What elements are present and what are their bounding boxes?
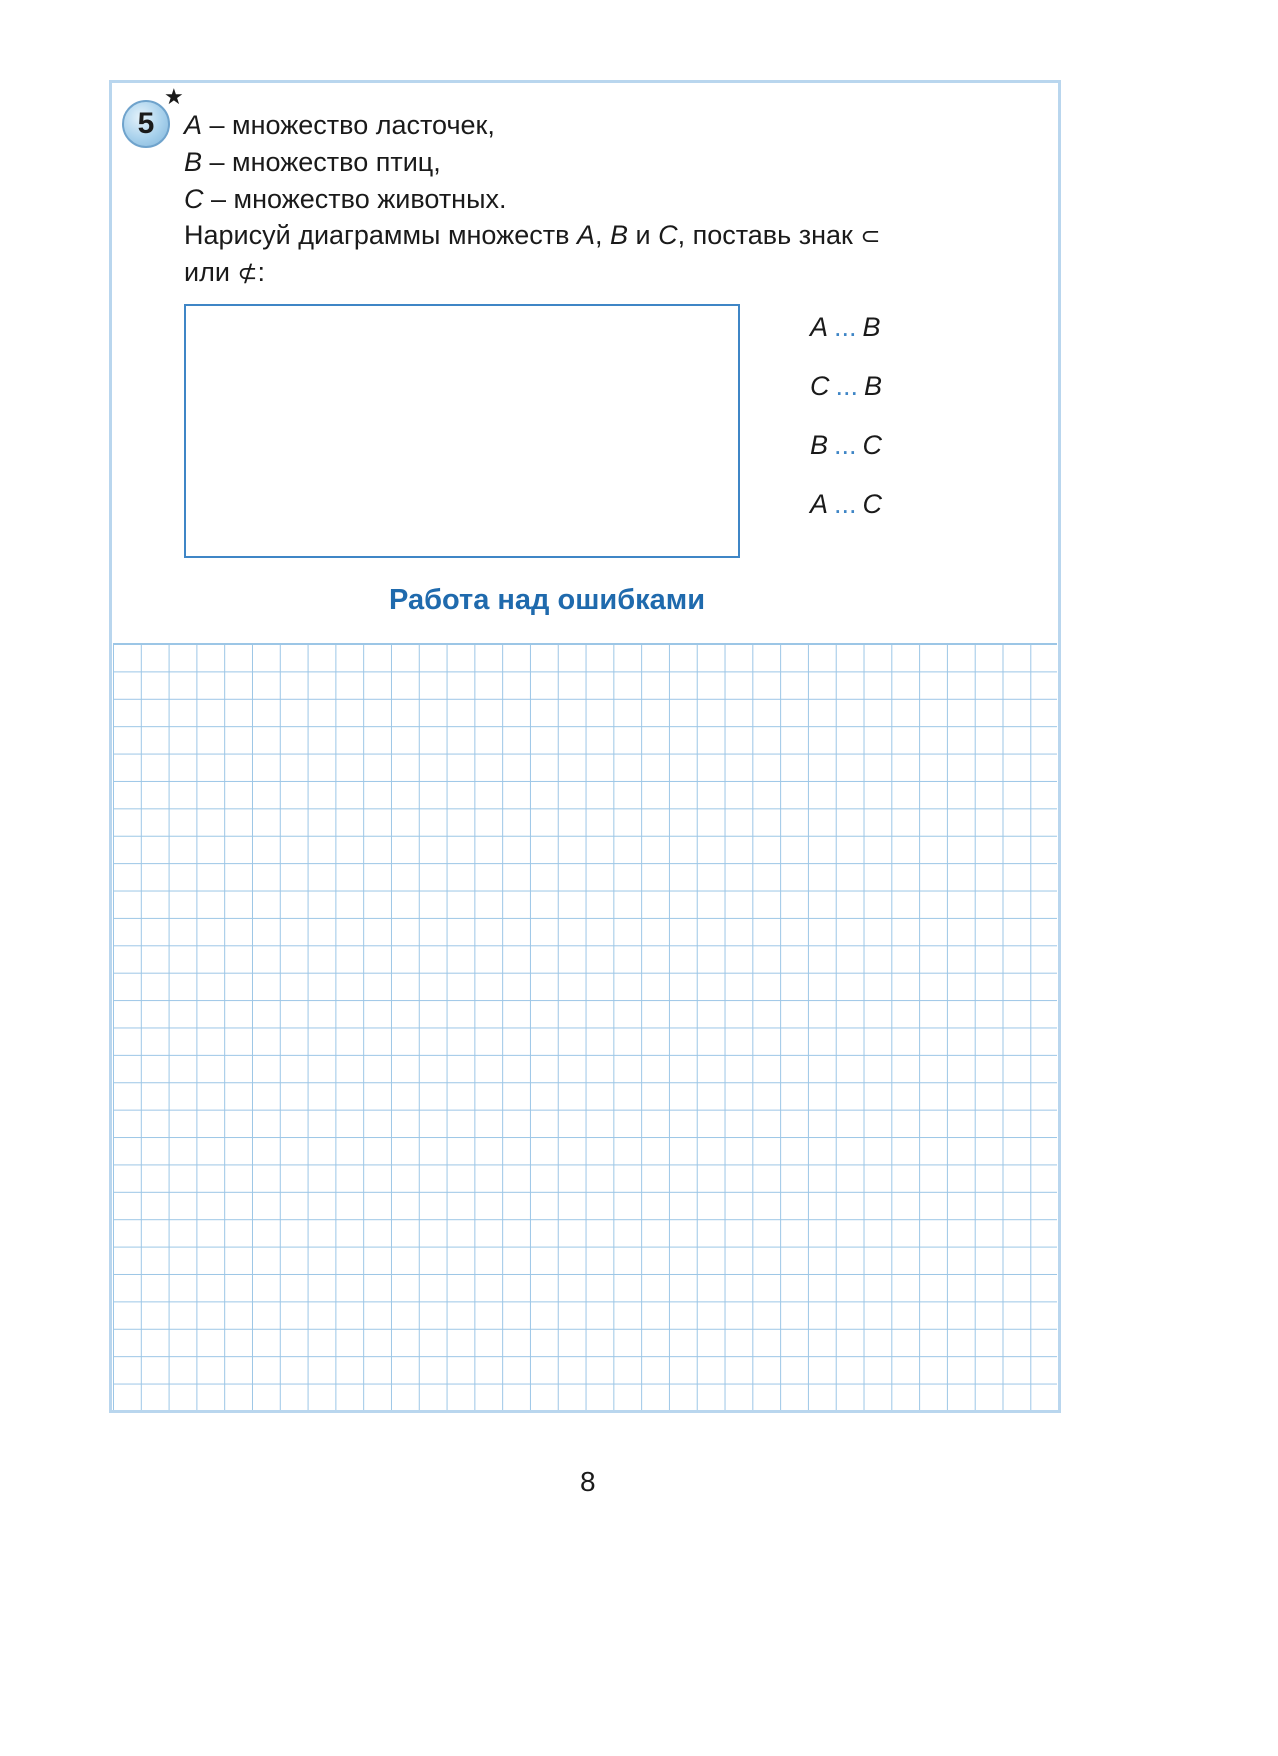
var-b: B <box>184 147 203 177</box>
relation-left: B <box>810 430 829 460</box>
errors-section-title: Работа над ошибками <box>389 584 706 616</box>
relation-row <box>810 312 881 343</box>
star-icon: ★ <box>164 84 184 109</box>
instruction-text-2: , поставь знак <box>677 220 861 250</box>
instruction-and: и <box>627 220 659 250</box>
relation-left: C <box>810 371 830 401</box>
relation-blank[interactable]: ... <box>834 489 857 519</box>
instruction-colon: : <box>257 257 266 287</box>
relation-left: A <box>810 489 829 519</box>
task-number: 5 <box>137 107 155 140</box>
task-number-badge <box>122 100 170 148</box>
instruction-or: или <box>184 257 238 287</box>
diagram-drawing-area[interactable] <box>184 304 740 558</box>
relation-row <box>810 430 882 461</box>
subset-sign: ⊂ <box>860 222 881 250</box>
var-c: C <box>184 184 204 214</box>
definition-a <box>184 112 495 139</box>
relation-right: B <box>862 312 881 342</box>
squared-writing-grid[interactable] <box>113 643 1057 1410</box>
relation-row <box>810 371 882 402</box>
relation-blank[interactable]: ... <box>834 430 857 460</box>
relation-right: C <box>862 430 883 460</box>
definition-a-text: – множество ласточек, <box>202 110 495 140</box>
definition-c <box>184 186 507 213</box>
relation-blank[interactable]: ... <box>834 312 857 342</box>
var-a: A <box>184 110 203 140</box>
instruction-var-b: B <box>609 220 628 250</box>
instruction-separator: , <box>594 220 610 250</box>
relation-row <box>810 489 882 520</box>
definition-b <box>184 149 441 176</box>
relation-right: C <box>862 489 883 519</box>
not-subset-sign: ⊄ <box>237 259 258 287</box>
relation-right: B <box>864 371 883 401</box>
definition-c-text: – множество животных. <box>203 184 507 214</box>
instruction-line-1 <box>184 222 880 249</box>
relation-left: A <box>810 312 829 342</box>
definition-b-text: – множество птиц, <box>202 147 441 177</box>
instruction-line-2 <box>184 259 265 286</box>
instruction-text: Нарисуй диаграммы множеств <box>184 220 577 250</box>
page-number: 8 <box>580 1466 596 1497</box>
instruction-var-c: C <box>658 220 678 250</box>
relation-blank[interactable]: ... <box>835 371 859 401</box>
instruction-var-a: A <box>576 220 595 250</box>
